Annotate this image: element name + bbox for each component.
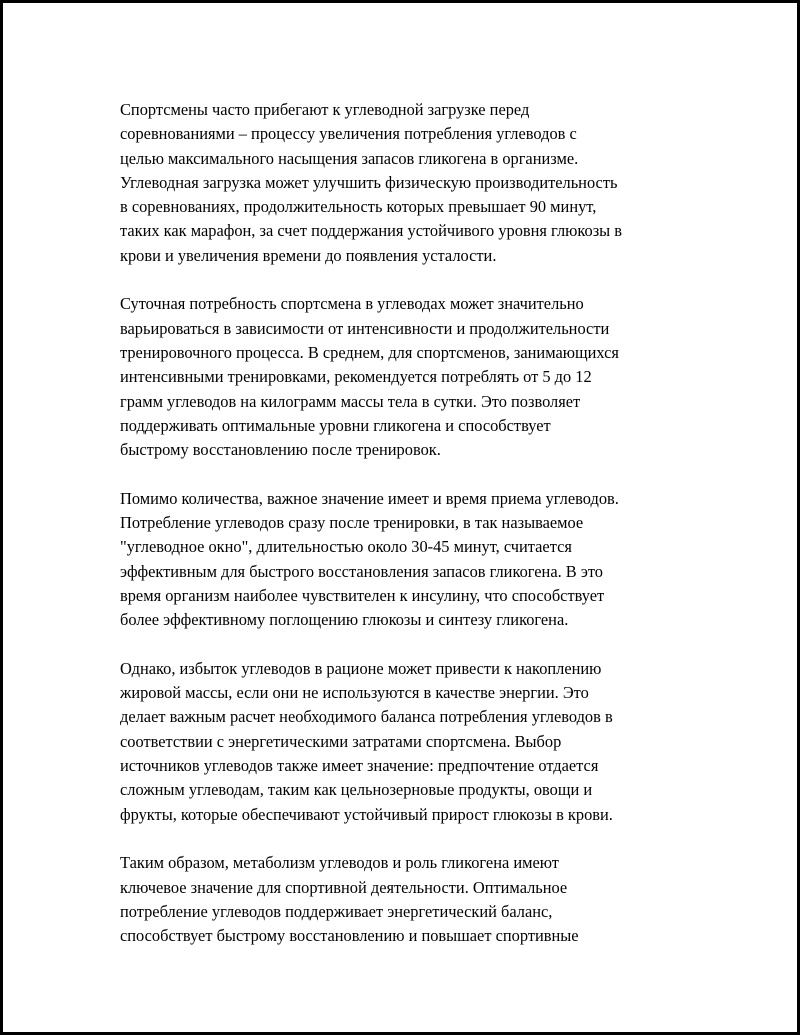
text-line: быстрому восстановлению после тренировок.	[120, 440, 441, 460]
text-line: грамм углеводов на килограмм массы тела в сутки. Это позволяет	[120, 391, 581, 411]
text-line: сложным углеводам, таким как цельнозерновые продукты, овощи и	[120, 780, 593, 800]
text-line: варьироваться в зависимости от интенсивности и продолжительности	[120, 318, 610, 338]
text-line: потребление углеводов поддерживает энергетический баланс,	[120, 901, 553, 921]
text-line: время организм наиболее чувствителен к инсулину, что способствует	[120, 585, 605, 605]
text-line: Суточная потребность спортсмена в углеводах может значительно	[120, 294, 584, 314]
paragraph-5	[120, 851, 695, 948]
text-line: соответствии с энергетическими затратами спортсмена. Выбор	[120, 731, 562, 751]
text-line: источников углеводов также имеет значение: предпочтение отдается	[120, 756, 599, 776]
text-line: крови и увеличения времени до появления усталости.	[120, 245, 497, 265]
text-line: "углеводное окно", длительностью около 30-45 минут, считается	[120, 537, 572, 557]
text-line: тренировочного процесса. В среднем, для спортсменов, занимающихся	[120, 342, 619, 362]
text-line: таких как марафон, за счет поддержания устойчивого уровня глюкозы в	[120, 221, 623, 241]
text-line: соревнованиями – процессу увеличения потребления углеводов с	[120, 124, 577, 144]
text-line: Однако, избыток углеводов в рационе может привести к накоплению	[120, 658, 602, 678]
text-line: Углеводная загрузка может улучшить физическую производительность	[120, 172, 618, 192]
text-line: более эффективному поглощению глюкозы и синтезу гликогена.	[120, 610, 569, 630]
paragraph-2	[120, 292, 695, 462]
paragraph-4	[120, 657, 695, 827]
document-body	[120, 98, 695, 973]
text-line: Помимо количества, важное значение имеет и время приема углеводов.	[120, 488, 619, 508]
paragraph-3	[120, 487, 695, 633]
text-line: Спортсмены часто прибегают к углеводной загрузке перед	[120, 100, 530, 119]
text-line: в соревнованиях, продолжительность которых превышает 90 минут,	[120, 197, 597, 217]
text-line: Потребление углеводов сразу после тренировки, в так называемое	[120, 513, 584, 533]
text-line: эффективным для быстрого восстановления запасов гликогена. В это	[120, 561, 604, 581]
text-line: Таким образом, метаболизм углеводов и роль гликогена имеют	[120, 853, 559, 873]
paragraph-1	[120, 98, 695, 268]
text-line: фрукты, которые обеспечивают устойчивый прирост глюкозы в крови.	[120, 804, 613, 824]
text-line: целью максимального насыщения запасов гликогена в организме.	[120, 148, 579, 168]
text-line: ключевое значение для спортивной деятельности. Оптимальное	[120, 877, 568, 897]
text-line: интенсивными тренировками, рекомендуется потреблять от 5 до 12	[120, 367, 592, 387]
text-line: поддерживать оптимальные уровни гликогена и способствует	[120, 415, 551, 435]
text-line: делает важным расчет необходимого баланса потребления углеводов в	[120, 707, 613, 727]
text-line: способствует быстрому восстановлению и повышает спортивные	[120, 926, 579, 946]
text-line: жировой массы, если они не используются в качестве энергии. Это	[120, 683, 589, 703]
